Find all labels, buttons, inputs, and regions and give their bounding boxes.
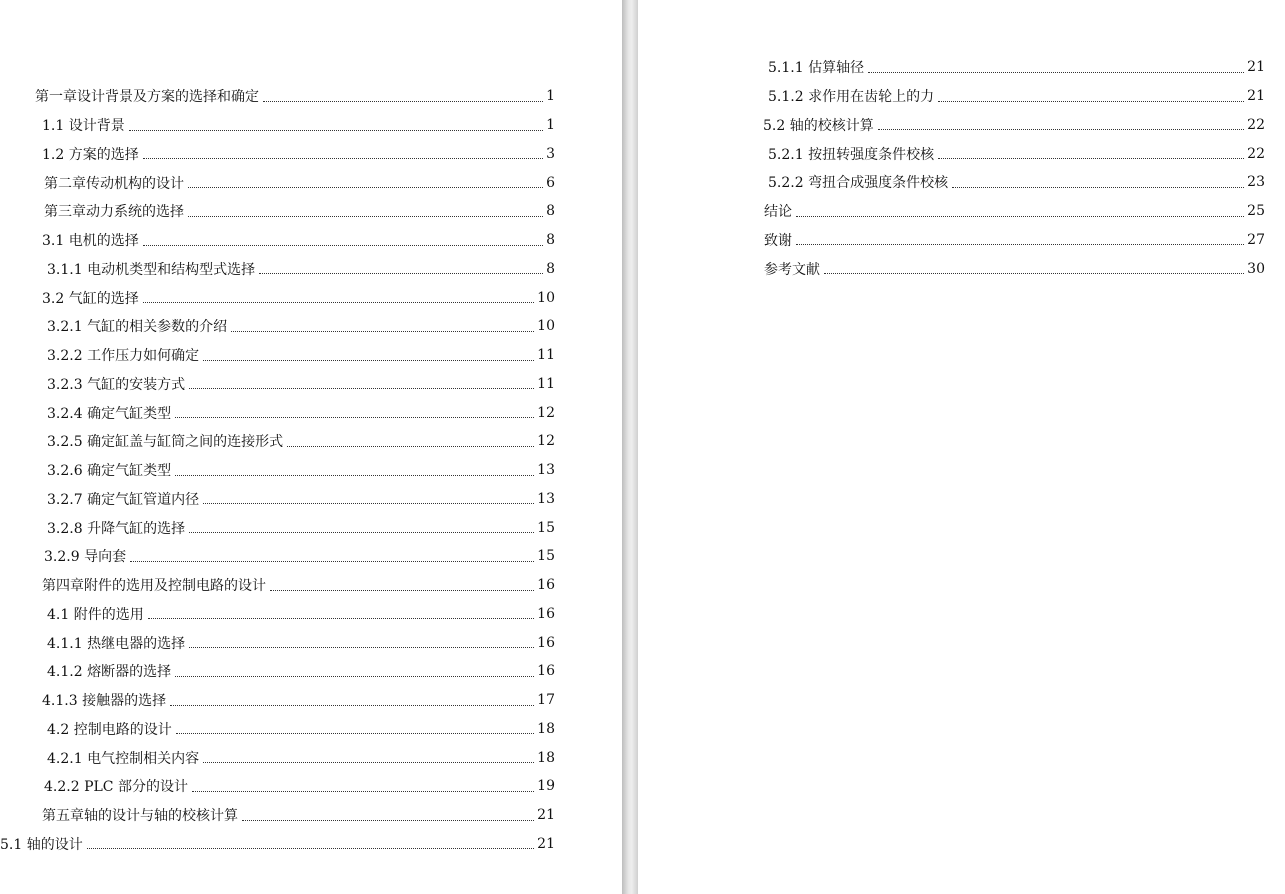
toc-entry[interactable] [0,772,622,801]
toc-entry[interactable] [0,801,622,830]
toc-entry-page-number: 16 [537,577,555,594]
table-of-contents-left [0,82,622,858]
toc-entry[interactable] [0,743,622,772]
toc-entry[interactable] [0,197,622,226]
toc-entry[interactable] [638,168,1285,197]
toc-entry-page-number: 18 [537,749,555,766]
toc-entry[interactable] [0,485,622,514]
toc-dot-leader [259,273,543,274]
toc-dot-leader [270,590,534,591]
toc-entry[interactable] [638,254,1285,283]
toc-dot-leader [938,101,1244,102]
toc-dot-leader [263,101,543,102]
toc-dot-leader [170,705,534,706]
toc-entry[interactable] [0,370,622,399]
toc-dot-leader [175,475,534,476]
toc-dot-leader [824,273,1244,274]
toc-entry-page-number: 21 [537,835,555,852]
toc-dot-leader [203,503,534,504]
toc-entry-page-number: 11 [537,375,555,392]
toc-entry-title: 第一章设计背景及方案的选择和确定 [35,89,259,106]
toc-entry-page-number: 21 [537,807,555,824]
toc-entry[interactable] [0,571,622,600]
toc-dot-leader [87,848,534,849]
toc-dot-leader [192,791,534,792]
toc-dot-leader [143,245,543,246]
toc-entry[interactable] [0,542,622,571]
toc-dot-leader [175,417,534,418]
toc-entry-page-number: 8 [546,203,555,220]
toc-entry[interactable] [638,53,1285,82]
toc-entry-page-number: 23 [1247,174,1265,191]
toc-entry-title: 3.2.7 确定气缸管道内径 [47,491,200,508]
toc-dot-leader [143,158,543,159]
document-page-left [0,0,622,894]
toc-entry-title: 1.1 设计背景 [42,118,125,135]
toc-entry-page-number: 6 [546,174,555,191]
toc-dot-leader [203,762,534,763]
toc-entry-page-number: 18 [537,720,555,737]
toc-dot-leader [203,360,534,361]
toc-entry-title: 5.2.1 按扭转强度条件校核 [768,146,935,163]
toc-entry-page-number: 16 [537,634,555,651]
toc-entry-page-number: 17 [537,692,555,709]
toc-entry-page-number: 15 [537,519,555,536]
toc-entry-page-number: 10 [537,318,555,335]
toc-entry-page-number: 1 [546,117,555,134]
toc-entry-title: 3.2.4 确定气缸类型 [47,405,172,422]
toc-dot-leader [143,302,534,303]
toc-entry-page-number: 30 [1247,260,1265,277]
toc-entry[interactable] [0,226,622,255]
document-page-right [638,0,1285,894]
toc-entry-title: 4.1.1 热继电器的选择 [47,635,186,652]
toc-entry[interactable] [0,830,622,859]
toc-dot-leader [175,676,534,677]
toc-entry-page-number: 10 [537,289,555,306]
toc-entry-title: 第四章附件的选用及控制电路的设计 [42,578,266,595]
toc-entry-title: 5.1 轴的设计 [0,836,83,853]
toc-dot-leader [938,158,1244,159]
toc-entry-title: 3.2.6 确定气缸类型 [47,463,172,480]
toc-entry[interactable] [638,197,1285,226]
toc-entry-title: 4.1.2 熔断器的选择 [47,664,172,681]
toc-entry-title: 3.2.8 升降气缸的选择 [47,520,186,537]
toc-dot-leader [796,244,1244,245]
toc-entry-page-number: 22 [1247,116,1265,133]
toc-entry[interactable] [0,312,622,341]
toc-entry-title: 第二章传动机构的设计 [44,175,184,192]
toc-entry-title: 1.2 方案的选择 [42,146,139,163]
toc-dot-leader [287,446,534,447]
toc-entry-title: 5.2 轴的校核计算 [763,117,874,134]
toc-entry[interactable] [0,341,622,370]
toc-dot-leader [129,130,543,131]
toc-entry[interactable] [638,82,1285,111]
toc-entry-page-number: 27 [1247,231,1265,248]
toc-entry-title: 结论 [764,204,792,221]
toc-entry[interactable] [0,513,622,542]
toc-entry[interactable] [0,82,622,111]
toc-entry-page-number: 16 [537,663,555,680]
toc-entry-title: 3.2.9 导向套 [44,549,127,566]
toc-dot-leader [189,532,534,533]
toc-entry[interactable] [0,657,622,686]
toc-entry[interactable] [0,255,622,284]
toc-entry-title: 4.1 附件的选用 [47,606,144,623]
toc-dot-leader [130,561,534,562]
toc-entry-page-number: 15 [537,548,555,565]
toc-entry-page-number: 12 [537,404,555,421]
toc-entry-title: 4.1.3 接触器的选择 [42,693,167,710]
toc-entry[interactable] [0,600,622,629]
toc-dot-leader [242,820,534,821]
toc-dot-leader [796,216,1244,217]
toc-entry-title: 3.2.3 气缸的安装方式 [47,376,186,393]
toc-dot-leader [188,216,543,217]
page-gap [622,0,638,894]
toc-entry[interactable] [0,686,622,715]
toc-dot-leader [189,647,534,648]
toc-entry-page-number: 21 [1247,59,1265,76]
toc-entry-page-number: 21 [1247,88,1265,105]
toc-entry[interactable] [0,140,622,169]
toc-entry-page-number: 1 [546,88,555,105]
toc-entry[interactable] [0,168,622,197]
toc-entry-page-number: 3 [546,145,555,162]
toc-entry[interactable] [0,398,622,427]
toc-entry-title: 4.2.2 PLC 部分的设计 [44,779,188,796]
toc-dot-leader [176,733,534,734]
toc-entry-title: 4.2 控制电路的设计 [47,721,172,738]
toc-entry-title: 5.1.1 估算轴径 [768,60,865,77]
toc-entry-title: 3.1.1 电动机类型和结构型式选择 [47,261,256,278]
toc-entry-title: 致谢 [764,232,792,249]
toc-dot-leader [868,72,1244,73]
toc-entry-page-number: 22 [1247,145,1265,162]
toc-dot-leader [148,618,534,619]
toc-dot-leader [231,331,534,332]
toc-entry-page-number: 16 [537,605,555,622]
toc-entry[interactable] [0,628,622,657]
toc-entry-page-number: 8 [546,232,555,249]
toc-entry-title: 3.2.5 确定缸盖与缸筒之间的连接形式 [47,434,284,451]
toc-entry-title: 参考文献 [764,261,820,278]
toc-entry[interactable] [0,427,622,456]
toc-entry-page-number: 8 [546,260,555,277]
toc-entry-title: 4.2.1 电气控制相关内容 [47,750,200,767]
toc-entry[interactable] [0,111,622,140]
toc-entry-title: 3.2 气缸的选择 [42,290,139,307]
toc-entry-title: 3.1 电机的选择 [42,233,139,250]
toc-dot-leader [188,187,543,188]
toc-entry[interactable] [0,283,622,312]
toc-dot-leader [952,187,1244,188]
toc-entry-page-number: 12 [537,433,555,450]
toc-entry-title: 5.1.2 求作用在齿轮上的力 [768,89,935,106]
toc-entry[interactable] [638,111,1285,140]
toc-entry-page-number: 13 [537,462,555,479]
table-of-contents-right [638,53,1285,283]
toc-entry-title: 第三章动力系统的选择 [44,204,184,221]
toc-dot-leader [878,129,1244,130]
toc-entry[interactable] [0,456,622,485]
toc-entry-page-number: 11 [537,347,555,364]
toc-entry-title: 3.2.1 气缸的相关参数的介绍 [47,319,228,336]
toc-entry[interactable] [638,139,1285,168]
toc-entry-page-number: 19 [537,778,555,795]
toc-entry-page-number: 13 [537,490,555,507]
toc-entry-page-number: 25 [1247,203,1265,220]
toc-entry[interactable] [0,715,622,744]
toc-entry-title: 5.2.2 弯扭合成强度条件校核 [768,175,949,192]
toc-entry-title: 第五章轴的设计与轴的校核计算 [42,808,238,825]
toc-dot-leader [189,388,534,389]
toc-entry[interactable] [638,226,1285,255]
toc-entry-title: 3.2.2 工作压力如何确定 [47,348,200,365]
